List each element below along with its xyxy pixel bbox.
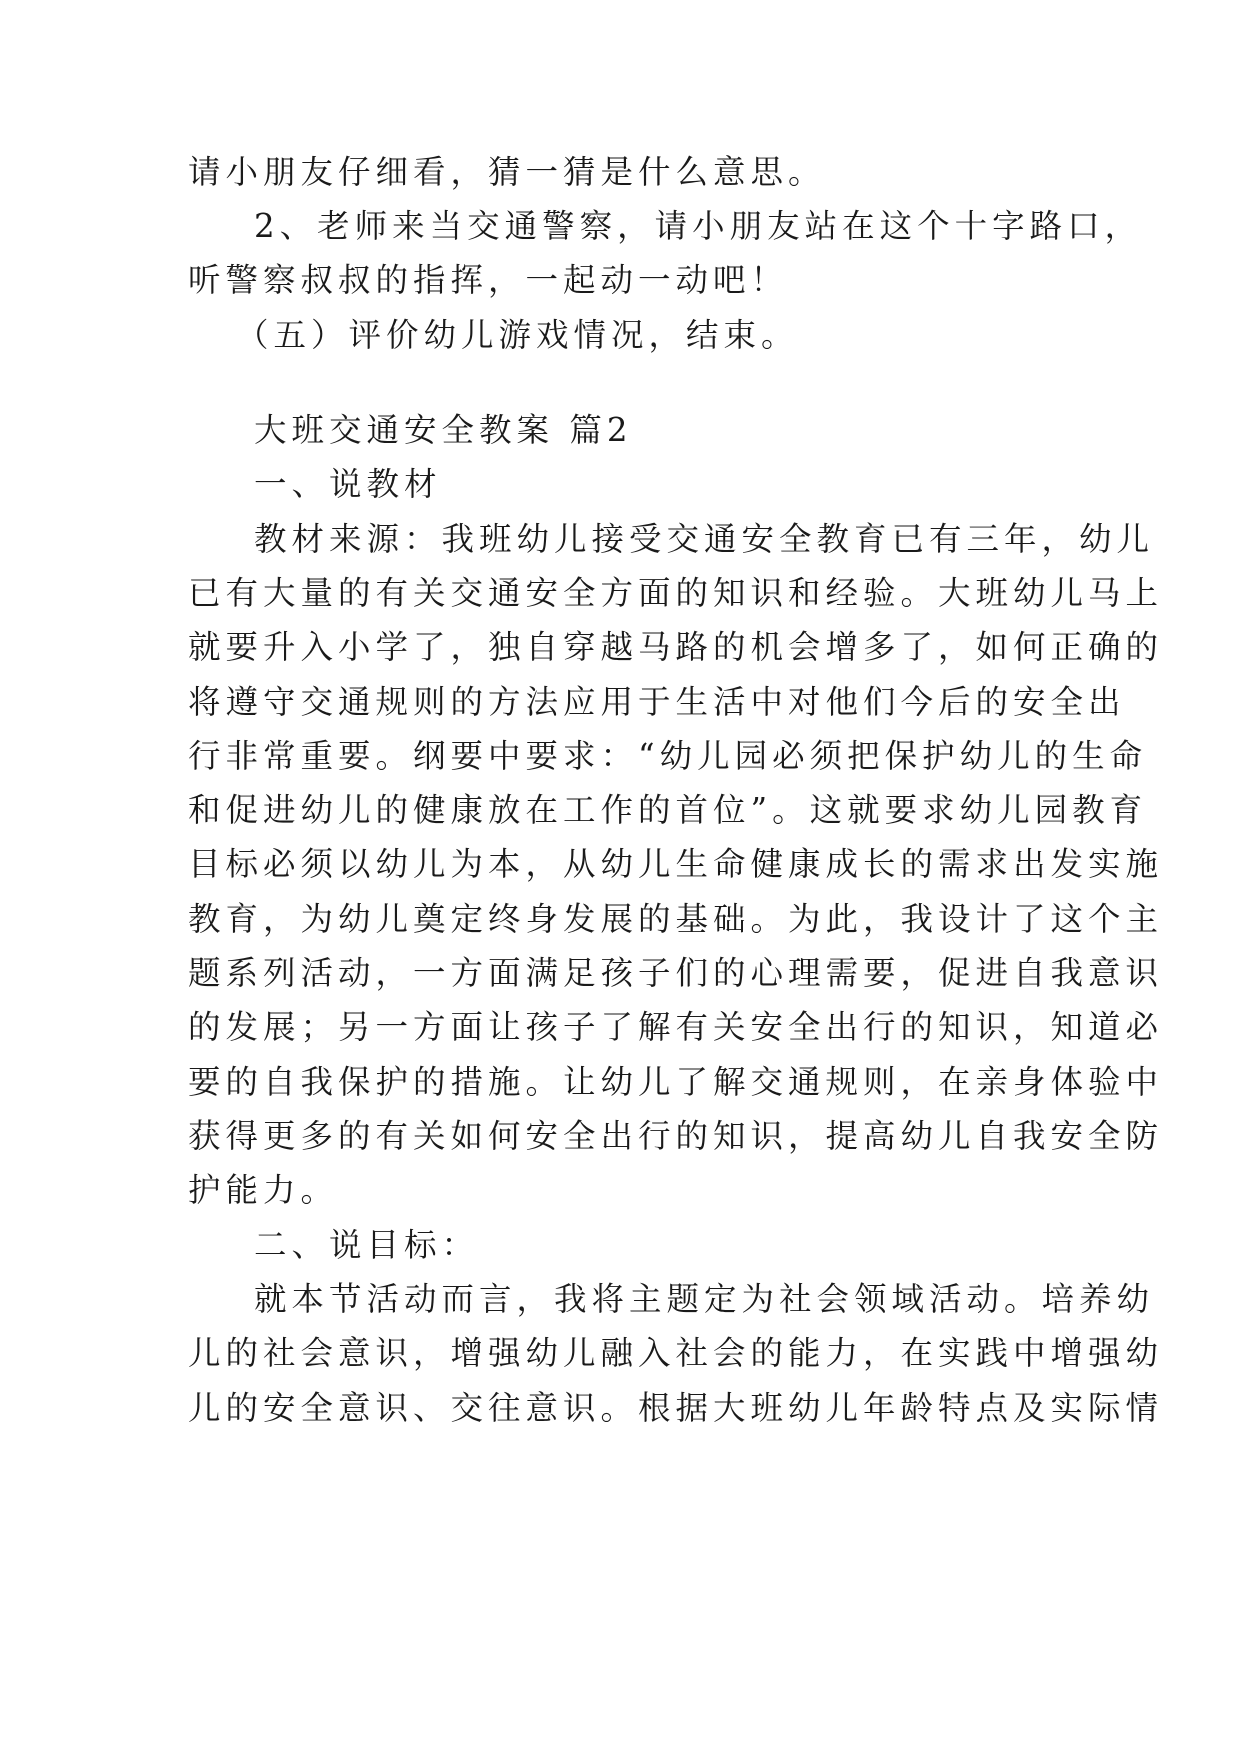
paragraph-line-12: 获得更多的有关如何安全出行的知识，提高幼儿自我安全防: [188, 1117, 1164, 1155]
paragraph-line-1: 教材来源：我班幼儿接受交通安全教育已有三年，幼儿: [254, 520, 1155, 558]
paragraph-line-8: 教育，为幼儿奠定终身发展的基础。为此，我设计了这个主: [188, 900, 1164, 938]
paragraph-line-10: 的发展；另一方面让孩子了解有关安全出行的知识，知道必: [188, 1008, 1164, 1046]
paragraph-line-13: 护能力。: [188, 1171, 339, 1209]
paragraph-line-7: 目标必须以幼儿为本，从幼儿生命健康成长的需求出发实施: [188, 845, 1164, 883]
text-line-2: 2、老师来当交通警察，请小朋友站在这个十字路口，: [254, 207, 1143, 245]
paragraph-line-6: 和促进幼儿的健康放在工作的首位”。这就要求幼儿园教育: [188, 791, 1148, 829]
text-line-1: 请小朋友仔细看，猜一猜是什么意思。: [188, 153, 826, 191]
paragraph-line-4: 将遵守交通规则的方法应用于生活中对他们今后的安全出: [188, 683, 1126, 721]
text-line-4: （五）评价幼儿游戏情况，结束。: [236, 316, 799, 354]
section-heading: 大班交通安全教案 篇2: [254, 411, 633, 449]
paragraph-line-9: 题系列活动，一方面满足孩子们的心理需要，促进自我意识: [188, 954, 1164, 992]
paragraph-line-5: 行非常重要。纲要中要求：“幼儿园必须把保护幼儿的生命: [188, 737, 1148, 775]
paragraph2-line-1: 就本节活动而言，我将主题定为社会领域活动。培养幼: [254, 1280, 1155, 1318]
paragraph2-line-2: 儿的社会意识，增强幼儿融入社会的能力，在实践中增强幼: [188, 1334, 1164, 1372]
paragraph-line-11: 要的自我保护的措施。让幼儿了解交通规则，在亲身体验中: [188, 1063, 1164, 1101]
paragraph2-line-3: 儿的安全意识、交往意识。根据大班幼儿年龄特点及实际情: [188, 1389, 1164, 1427]
text-line-3: 听警察叔叔的指挥，一起动一动吧！: [188, 261, 789, 299]
subheading-2: 二、说目标：: [254, 1226, 480, 1264]
subheading-1: 一、说教材: [254, 465, 442, 503]
paragraph-line-2: 已有大量的有关交通安全方面的知识和经验。大班幼儿马上: [188, 574, 1164, 612]
paragraph-line-3: 就要升入小学了，独自穿越马路的机会增多了，如何正确的: [188, 628, 1164, 666]
